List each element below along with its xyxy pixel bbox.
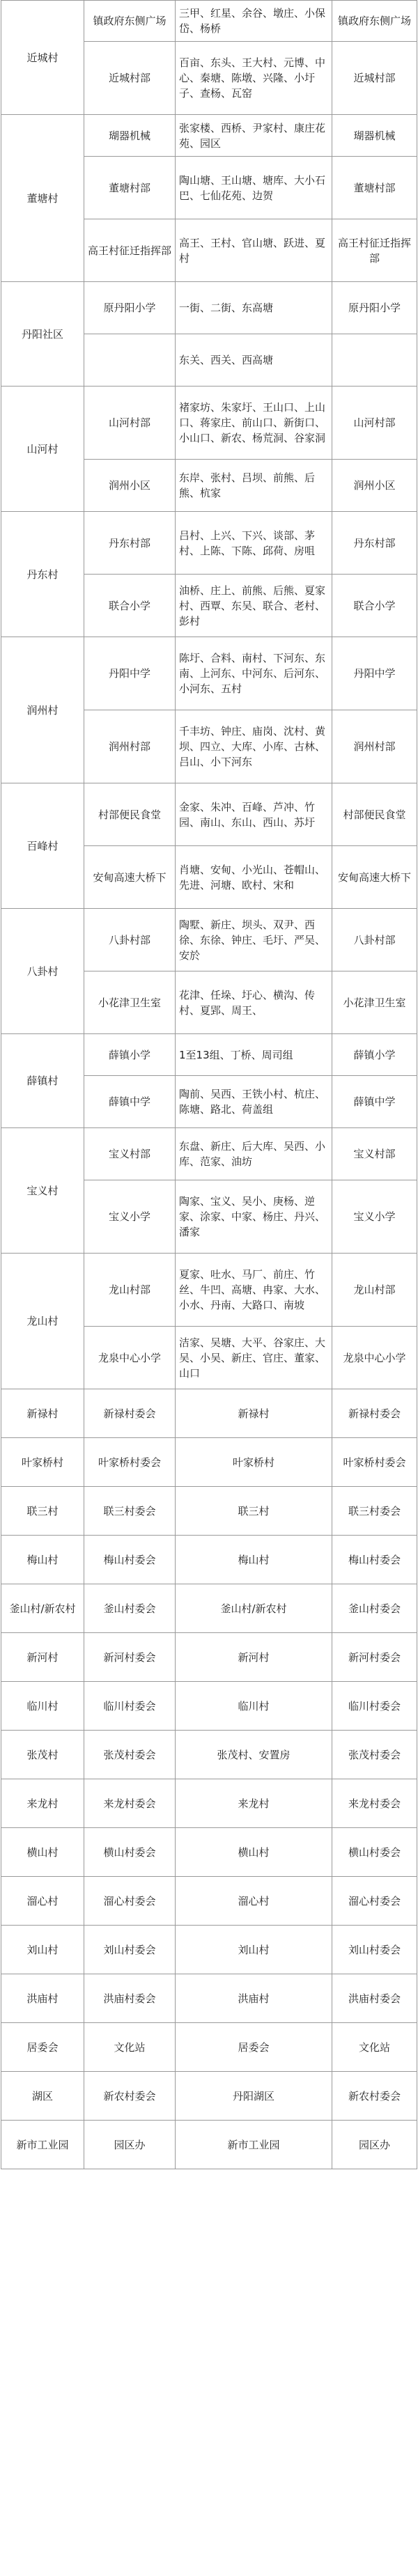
- sampling-site: [84, 1180, 175, 1254]
- village-name-text: 刘山村: [26, 1943, 59, 1956]
- village-name: [1, 1731, 84, 1779]
- sampling-site-repeat: [332, 2072, 417, 2121]
- sampling-site: [84, 1682, 175, 1731]
- sampling-site-repeat-text: 宝义村部: [353, 1148, 396, 1160]
- sampling-site-repeat: [332, 637, 417, 710]
- sampling-site-repeat-text: 小花津卫生室: [343, 996, 406, 1009]
- sampling-site-repeat-text: 文化站: [358, 2040, 390, 2054]
- sampling-site-repeat: [332, 282, 417, 334]
- sampling-site-repeat-text: 丹阳中学: [353, 667, 396, 680]
- covered-area: [175, 1128, 332, 1180]
- covered-area-text: 陶山塘、王山塘、塘库、大小石巴、七仙花苑、边贺: [179, 173, 326, 202]
- sampling-site-repeat-text: 原丹阳小学: [348, 302, 401, 314]
- covered-area-text: 夏家、吐水、马厂、前庄、竹丝、牛凹、高塘、冉家、大水、小水、丹南、大路口、南坡: [179, 1268, 326, 1311]
- covered-area: [175, 1180, 332, 1254]
- sampling-site: [84, 282, 175, 334]
- village-name-text: 八卦村: [26, 965, 59, 978]
- sampling-site: [84, 42, 175, 115]
- village-name-text: 居委会: [26, 2040, 59, 2054]
- sampling-site-repeat: [332, 783, 417, 846]
- covered-area-text: 新市工业园: [227, 2138, 280, 2151]
- village-name: [1, 2023, 84, 2072]
- covered-area-text: 陶家、宝义、吴小、庚杨、逆家、涂家、中家、杨庄、丹兴、潘家: [179, 1195, 326, 1238]
- sampling-site-repeat: [332, 157, 417, 219]
- sampling-site: [84, 1877, 175, 1926]
- sampling-site-repeat: [332, 1180, 417, 1254]
- sampling-site: [84, 1536, 175, 1584]
- covered-area: [175, 1682, 332, 1731]
- sampling-site-text: 近城村部: [108, 72, 150, 84]
- sampling-site-text: 小花津卫生室: [98, 996, 161, 1009]
- sampling-site-text: 溜心村委会: [103, 1894, 156, 1907]
- sampling-site-repeat-text: 瑚器机械: [353, 129, 396, 142]
- sampling-site-repeat: [332, 1536, 417, 1584]
- covered-area-text: 溜心村: [238, 1894, 270, 1907]
- covered-area-text: 油桥、庄上、前熊、后熊、夏家村、西覃、东吴、联合、老村、彭村: [179, 584, 326, 627]
- village-name-text: 董塘村: [26, 192, 59, 205]
- covered-area: [175, 157, 332, 219]
- sampling-site-repeat-text: 近城村部: [353, 72, 396, 84]
- sampling-site-text: 镇政府东侧广场: [93, 15, 167, 27]
- sampling-site-repeat: [332, 1633, 417, 1682]
- village-name-text: 新市工业园: [16, 2138, 69, 2151]
- sampling-site-repeat-text: 溜心村委会: [348, 1894, 401, 1907]
- sampling-site-repeat-text: 联合小学: [353, 599, 396, 612]
- sampling-site-repeat-text: 龙山村部: [353, 1283, 396, 1296]
- covered-area-text: 釜山村/新农村: [220, 1602, 287, 1615]
- sampling-site: [84, 334, 175, 387]
- sampling-site-repeat-text: 润州村部: [353, 740, 396, 753]
- covered-area: [175, 1034, 332, 1076]
- sampling-site-text: 宝义小学: [108, 1210, 150, 1223]
- sampling-site-repeat-text: 润州小区: [353, 479, 396, 492]
- sampling-site-text: 梅山村委会: [103, 1553, 156, 1566]
- covered-area: [175, 115, 332, 157]
- sampling-site-repeat: [332, 1389, 417, 1438]
- sampling-site: [84, 1076, 175, 1128]
- village-name-text: 张茂村: [26, 1748, 59, 1761]
- village-name: [1, 115, 84, 282]
- sampling-site-repeat: [332, 1926, 417, 1974]
- sampling-site-text: 园区办: [114, 2138, 146, 2151]
- sampling-site-text: 叶家桥村委会: [98, 1455, 161, 1469]
- covered-area-text: 陶前、吴西、王铁小村、杭庄、陈塘、路北、荷盖组: [179, 1088, 326, 1116]
- sampling-site-repeat-text: 镇政府东侧广场: [337, 15, 411, 27]
- village-name: [1, 1438, 84, 1487]
- sampling-site-text: 新农村委会: [103, 2089, 156, 2102]
- covered-area: [175, 1633, 332, 1682]
- covered-area-text: 吕村、上兴、下兴、谈部、茅村、上陈、下陈、邱荷、房咀: [179, 529, 316, 557]
- sampling-site-text: 文化站: [114, 2040, 146, 2054]
- village-name-text: 宝义村: [26, 1184, 59, 1197]
- sampling-site-repeat-text: 横山村委会: [348, 1845, 401, 1859]
- sampling-site-repeat: [332, 1034, 417, 1076]
- sampling-site: [84, 512, 175, 575]
- sampling-site-repeat: [332, 575, 417, 637]
- village-name: [1, 1584, 84, 1633]
- covered-area: [175, 1327, 332, 1389]
- sampling-site-repeat-text: 龙泉中心小学: [343, 1351, 406, 1364]
- sampling-site-repeat: [332, 387, 417, 460]
- sampling-site-repeat: [332, 512, 417, 575]
- covered-area: [175, 2072, 332, 2121]
- sampling-site-repeat: [332, 1076, 417, 1128]
- covered-area-text: 梅山村: [238, 1553, 270, 1566]
- sampling-site: [84, 219, 175, 282]
- sampling-site-repeat: [332, 1828, 417, 1877]
- sampling-site-repeat-text: 薛镇中学: [353, 1095, 396, 1108]
- covered-area: [175, 1438, 332, 1487]
- covered-area: [175, 512, 332, 575]
- sampling-site-text: 高王村征迁指挥部: [88, 244, 172, 257]
- sampling-site-repeat-text: 宝义小学: [353, 1210, 396, 1223]
- sampling-site-repeat: [332, 1779, 417, 1828]
- sampling-site-text: 薛镇中学: [108, 1095, 150, 1108]
- covered-area: [175, 0, 332, 42]
- sampling-site-repeat: [332, 710, 417, 783]
- covered-area: [175, 387, 332, 460]
- sampling-site-repeat: [332, 219, 417, 282]
- sampling-site-text: 釜山村委会: [103, 1602, 156, 1615]
- covered-area: [175, 1076, 332, 1128]
- sampling-site-text: 刘山村委会: [103, 1943, 156, 1956]
- sampling-site-repeat: [332, 1877, 417, 1926]
- village-name-text: 百峰村: [26, 839, 59, 852]
- covered-area: [175, 971, 332, 1034]
- village-name-text: 梅山村: [26, 1553, 59, 1566]
- village-name-text: 釜山村/新农村: [9, 1602, 76, 1615]
- sampling-site-repeat: [332, 1128, 417, 1180]
- village-name: [1, 1633, 84, 1682]
- sampling-site: [84, 575, 175, 637]
- sampling-site-repeat: [332, 1438, 417, 1487]
- sampling-site-repeat: [332, 1682, 417, 1731]
- sampling-site-text: 村部便民食堂: [98, 808, 161, 821]
- sampling-site-text: 八卦村部: [108, 933, 150, 946]
- village-name: [1, 1128, 84, 1254]
- sampling-site-repeat: [332, 334, 417, 387]
- sampling-site: [84, 157, 175, 219]
- sampling-site-text: 临川村委会: [103, 1699, 156, 1712]
- sampling-site-repeat-text: 薛镇小学: [353, 1048, 396, 1061]
- sampling-site-text: 横山村委会: [103, 1845, 156, 1859]
- covered-area: [175, 1779, 332, 1828]
- covered-area-text: 东关、西关、西高塘: [179, 354, 274, 366]
- sampling-site-repeat-text: 叶家桥村委会: [343, 1455, 406, 1469]
- covered-area: [175, 219, 332, 282]
- covered-area-text: 褚家坊、朱家圩、王山口、上山口、蒋家庄、前山口、新街口、小山口、新农、杨荒洞、谷家洞: [179, 401, 326, 444]
- village-name-text: 洪庙村: [26, 1992, 59, 2005]
- sampling-site-repeat-text: 高王村征迁指挥部: [337, 236, 411, 265]
- sampling-site-repeat-text: 张茂村委会: [348, 1748, 401, 1761]
- sampling-site: [84, 971, 175, 1034]
- sampling-site-repeat: [332, 1974, 417, 2023]
- sampling-site-text: 润州小区: [108, 479, 150, 492]
- covered-area: [175, 42, 332, 115]
- sampling-site-repeat: [332, 909, 417, 971]
- village-name-text: 丹东村: [26, 568, 59, 581]
- sampling-site-repeat-text: 安甸高速大桥下: [337, 871, 411, 884]
- sampling-site-text: 董塘村部: [108, 181, 150, 194]
- covered-area-text: 洪庙村: [238, 1992, 270, 2005]
- sampling-site-text: 瑚器机械: [108, 129, 150, 142]
- sampling-site: [84, 1128, 175, 1180]
- sampling-site-repeat: [332, 2023, 417, 2072]
- village-name: [1, 637, 84, 783]
- sampling-site-text: 山河村部: [108, 416, 150, 429]
- covered-area: [175, 1974, 332, 2023]
- sampling-site-repeat: [332, 846, 417, 909]
- sampling-site: [84, 1731, 175, 1779]
- sampling-site-repeat-text: 联三村委会: [348, 1504, 401, 1517]
- sampling-site: [84, 1828, 175, 1877]
- village-name: [1, 1828, 84, 1877]
- covered-area-text: 东盘、新庄、后大库、吴西、小库、范家、油坊: [179, 1140, 326, 1168]
- covered-area: [175, 334, 332, 387]
- sampling-site-repeat: [332, 1254, 417, 1327]
- village-name-text: 近城村: [26, 51, 59, 64]
- village-name: [1, 2072, 84, 2121]
- covered-area-text: 1至13组、丁桥、周司组: [179, 1048, 293, 1061]
- sampling-site-text: 龙泉中心小学: [98, 1351, 161, 1364]
- village-name-text: 湖区: [31, 2089, 53, 2102]
- sampling-site-text: 润州村部: [108, 740, 150, 753]
- sampling-site-text: 原丹阳小学: [103, 302, 156, 314]
- covered-area: [175, 2023, 332, 2072]
- village-name: [1, 909, 84, 1034]
- covered-area: [175, 282, 332, 334]
- sampling-site-repeat-text: 新禄村委会: [348, 1407, 401, 1420]
- covered-area-text: 高王、王村、官山塘、跃进、夏村: [179, 236, 326, 265]
- sampling-site-repeat: [332, 1584, 417, 1633]
- sampling-site-repeat-text: 新河村委会: [348, 1650, 401, 1664]
- sampling-site: [84, 1779, 175, 1828]
- sampling-site-text: 丹阳中学: [108, 667, 150, 680]
- village-name: [1, 1682, 84, 1731]
- sampling-site-repeat-text: 洪庙村委会: [348, 1992, 401, 2005]
- sampling-site-repeat-text: 来龙村委会: [348, 1797, 401, 1810]
- village-name-text: 叶家桥村: [21, 1455, 63, 1469]
- sampling-site-repeat-text: 园区办: [358, 2138, 390, 2151]
- sampling-site-text: 丹东村部: [108, 536, 150, 549]
- covered-area-text: 新河村: [238, 1650, 270, 1664]
- village-name-text: 新河村: [26, 1650, 59, 1664]
- sampling-site: [84, 1327, 175, 1389]
- village-name: [1, 1254, 84, 1389]
- sampling-site: [84, 1633, 175, 1682]
- village-name: [1, 512, 84, 637]
- sampling-site: [84, 2023, 175, 2072]
- sampling-site-text: 宝义村部: [108, 1148, 150, 1160]
- covered-area-text: 金家、朱冲、百峰、芦冲、竹园、南山、东山、西山、苏圩: [179, 800, 316, 829]
- covered-area-text: 洁家、吴塘、大平、谷家庄、大吴、小吴、新庄、官庄、董家、山口: [179, 1336, 326, 1380]
- sampling-site-text: 来龙村委会: [103, 1797, 156, 1810]
- sampling-site: [84, 783, 175, 846]
- sampling-site: [84, 460, 175, 512]
- covered-area: [175, 1389, 332, 1438]
- village-name: [1, 783, 84, 909]
- village-name: [1, 1389, 84, 1438]
- covered-area-text: 横山村: [238, 1845, 270, 1859]
- sampling-site-repeat-text: 刘山村委会: [348, 1943, 401, 1956]
- sampling-site-text: 张茂村委会: [103, 1748, 156, 1761]
- village-name: [1, 1974, 84, 2023]
- sampling-site-repeat: [332, 115, 417, 157]
- covered-area: [175, 575, 332, 637]
- sampling-site-repeat: [332, 42, 417, 115]
- covered-area: [175, 1828, 332, 1877]
- covered-area-text: 陶墅、新庄、坝头、双尹、西徐、东徐、钟庄、毛圩、严吴、安於: [179, 918, 326, 962]
- village-name: [1, 282, 84, 387]
- sampling-site-text: 安甸高速大桥下: [93, 871, 167, 884]
- sampling-site-repeat: [332, 0, 417, 42]
- village-name-text: 龙山村: [26, 1315, 59, 1327]
- covered-area: [175, 909, 332, 971]
- village-name-text: 润州村: [26, 703, 59, 717]
- sampling-site: [84, 2121, 175, 2169]
- sampling-site: [84, 387, 175, 460]
- sampling-site-text: 联合小学: [108, 599, 150, 612]
- sampling-site-repeat: [332, 2121, 417, 2169]
- covered-area-text: 丹阳湖区: [232, 2089, 274, 2102]
- covered-area: [175, 1877, 332, 1926]
- covered-area-text: 联三村: [238, 1504, 270, 1517]
- covered-area-text: 陈圩、合料、南村、下河东、东南、上河东、中河东、后河东、小河东、五村: [179, 652, 326, 695]
- sampling-site-repeat-text: 丹东村部: [353, 536, 396, 549]
- covered-area-text: 来龙村: [238, 1797, 270, 1810]
- sampling-site: [84, 1438, 175, 1487]
- sampling-site-repeat-text: 釜山村委会: [348, 1602, 401, 1615]
- sampling-site: [84, 1389, 175, 1438]
- sampling-site-repeat: [332, 1731, 417, 1779]
- sampling-site: [84, 2072, 175, 2121]
- covered-area: [175, 1584, 332, 1633]
- sampling-site-repeat-text: 梅山村委会: [348, 1553, 401, 1566]
- village-name-text: 横山村: [26, 1845, 59, 1859]
- covered-area-text: 百亩、东头、王大村、元博、中心、秦塘、陈墩、兴隆、小圩子、查杨、瓦窑: [179, 56, 326, 100]
- village-name: [1, 2121, 84, 2169]
- sampling-site: [84, 846, 175, 909]
- covered-area: [175, 1731, 332, 1779]
- village-name-text: 溜心村: [26, 1894, 59, 1907]
- covered-area-text: 花津、任垛、圩心、横沟、传村、夏郢、周王、: [179, 988, 316, 1017]
- sampling-site-text: 龙山村部: [108, 1283, 150, 1296]
- sampling-site-repeat: [332, 971, 417, 1034]
- village-name: [1, 0, 84, 115]
- village-name-text: 临川村: [26, 1699, 59, 1712]
- sampling-site: [84, 1254, 175, 1327]
- sampling-site: [84, 1974, 175, 2023]
- sampling-site: [84, 1926, 175, 1974]
- sampling-site-repeat: [332, 1327, 417, 1389]
- sampling-site-repeat-text: 新农村委会: [348, 2089, 401, 2102]
- covered-area: [175, 1926, 332, 1974]
- covered-area-text: 刘山村: [238, 1943, 270, 1956]
- covered-area: [175, 460, 332, 512]
- village-name: [1, 1926, 84, 1974]
- covered-area-text: 千丰坊、钟庄、庙岗、沈村、黄坝、四立、大库、小库、古林、吕山、小下河东: [179, 725, 326, 768]
- village-name: [1, 1877, 84, 1926]
- village-name-text: 新禄村: [26, 1407, 59, 1420]
- village-name: [1, 1536, 84, 1584]
- sampling-site-repeat-text: 临川村委会: [348, 1699, 401, 1712]
- covered-area: [175, 783, 332, 846]
- sampling-site-text: 薛镇小学: [108, 1048, 150, 1061]
- village-name-text: 来龙村: [26, 1797, 59, 1810]
- covered-area: [175, 1487, 332, 1536]
- village-name: [1, 1487, 84, 1536]
- covered-area-text: 居委会: [238, 2040, 270, 2054]
- sampling-site-repeat-text: 董塘村部: [353, 181, 396, 194]
- sampling-site-repeat: [332, 460, 417, 512]
- sampling-site: [84, 1584, 175, 1633]
- covered-area-text: 肖塘、安甸、小光山、苍帽山、先进、河塘、欧村、宋和: [179, 863, 326, 891]
- sampling-site-text: 新禄村委会: [103, 1407, 156, 1420]
- covered-area-text: 临川村: [238, 1699, 270, 1712]
- village-name-text: 山河村: [26, 442, 59, 455]
- sampling-site-text: 联三村委会: [103, 1504, 156, 1517]
- sampling-site-text: 新河村委会: [103, 1650, 156, 1664]
- sampling-site-repeat-text: 山河村部: [353, 416, 396, 429]
- sampling-site: [84, 115, 175, 157]
- sampling-site-text: 洪庙村委会: [103, 1992, 156, 2005]
- covered-area-text: 一街、二街、东高塘: [179, 302, 274, 314]
- sampling-site: [84, 637, 175, 710]
- covered-area: [175, 2121, 332, 2169]
- covered-area-text: 张家楼、西桥、尹家村、康庄花苑、园区: [179, 121, 326, 150]
- sampling-site-repeat: [332, 1487, 417, 1536]
- sampling-site: [84, 1487, 175, 1536]
- covered-area: [175, 637, 332, 710]
- sampling-site: [84, 710, 175, 783]
- sampling-site: [84, 909, 175, 971]
- covered-area: [175, 1536, 332, 1584]
- sampling-site-repeat-text: 八卦村部: [353, 933, 396, 946]
- covered-area-text: 三甲、红星、余谷、墩庄、小保岱、杨桥: [179, 7, 326, 35]
- covered-area-text: 张茂村、安置房: [217, 1748, 291, 1761]
- covered-area: [175, 1254, 332, 1327]
- village-name-text: 丹阳社区: [21, 327, 63, 341]
- covered-area-text: 叶家桥村: [232, 1455, 274, 1469]
- village-name: [1, 1779, 84, 1828]
- village-name: [1, 1034, 84, 1128]
- village-name-text: 薛镇村: [26, 1075, 59, 1087]
- village-name: [1, 387, 84, 512]
- covered-area-text: 新禄村: [238, 1407, 270, 1420]
- covered-area-text: 东岸、张村、吕坝、前熊、后熊、杭家: [179, 471, 316, 499]
- village-name-text: 联三村: [26, 1504, 59, 1517]
- sampling-site: [84, 1034, 175, 1076]
- sampling-site: [84, 0, 175, 42]
- covered-area: [175, 710, 332, 783]
- sampling-site-repeat-text: 村部便民食堂: [343, 808, 406, 821]
- covered-area: [175, 846, 332, 909]
